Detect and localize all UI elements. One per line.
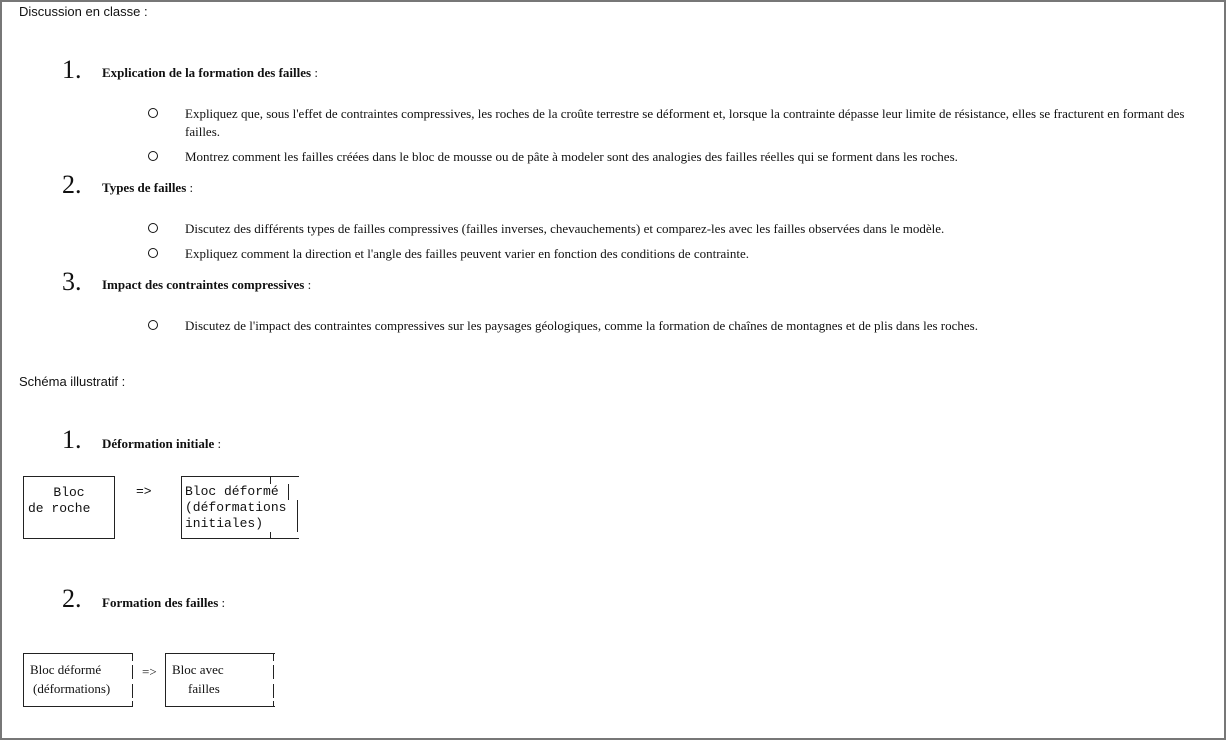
box-line: initiales): [185, 516, 264, 531]
list-heading: [102, 277, 311, 293]
heading-text: Types de failles: [102, 180, 187, 195]
heading-suffix: :: [214, 436, 222, 451]
heading-text: Formation des failles: [102, 595, 219, 610]
list-number: 1.: [62, 425, 82, 454]
box-edge: [270, 476, 271, 484]
list-heading: [102, 595, 225, 611]
circle-bullet-icon: [148, 223, 158, 233]
circle-bullet-icon: [148, 320, 158, 330]
box-edge: [132, 653, 133, 661]
list-number: 1.: [62, 55, 82, 84]
list-heading: [102, 65, 318, 81]
bullet-text: Expliquez que, sous l'effet de contraintes compressives, les roches de la croûte terrestre se déforment et, lorsque la contrainte dépasse leur limite de résistance, elles se fracturent en formant des failles.: [185, 106, 1185, 139]
list-number: 3.: [62, 267, 82, 296]
box-edge: [132, 665, 133, 679]
box-edge: [273, 701, 274, 707]
box-text: [30, 660, 110, 698]
heading-suffix: :: [311, 65, 318, 80]
box-line: Bloc avec: [172, 662, 224, 677]
heading-text: Explication de la formation des failles: [102, 65, 312, 80]
box-edge: [273, 684, 274, 698]
bullet-text: Discutez de l'impact des contraintes compressives sur les paysages géologiques, comme la formation de chaînes de montagnes et de plis dans les roches.: [185, 318, 978, 333]
box-line: Bloc: [53, 485, 85, 500]
diagram-box-deformed-2: [23, 653, 133, 707]
diagram-arrow: =>: [142, 664, 157, 679]
box-line: Bloc déformé: [30, 662, 102, 677]
box-edge: [273, 665, 274, 679]
heading-suffix: :: [186, 180, 194, 195]
box-edge: [132, 701, 133, 707]
bullet-text: Montrez comment les failles créées dans le bloc de mousse ou de pâte à modeler sont des analogies des failles réelles qui se forment dans les roches.: [185, 149, 958, 164]
box-line: Bloc déformé: [185, 484, 279, 499]
circle-bullet-icon: [148, 248, 158, 258]
box-edge: [273, 653, 274, 661]
diagram-box-deformed: [181, 476, 299, 539]
discussion-title: Discussion en classe :: [19, 4, 148, 19]
bullet-text: Discutez des différents types de failles compressives (failles inverses, chevauchements) et comparez-les avec les failles observées dans le modèle.: [185, 221, 945, 236]
list-number: 2.: [62, 584, 82, 613]
heading-text: Impact des contraintes compressives: [102, 277, 305, 292]
circle-bullet-icon: [148, 151, 158, 161]
box-edge: [270, 532, 271, 539]
box-text: [185, 484, 286, 532]
box-text: [172, 660, 224, 698]
circle-bullet-icon: [148, 108, 158, 118]
heading-suffix: :: [304, 277, 312, 292]
box-line: (déformations): [33, 681, 111, 696]
box-line: (déformations: [185, 500, 287, 515]
diagram-box-faults: [165, 653, 275, 707]
diagram-arrow: =>: [136, 484, 152, 499]
bullet-text: Expliquez comment la direction et l'angle des failles peuvent varier en fonction des conditions de contrainte.: [185, 246, 750, 261]
heading-suffix: :: [218, 595, 226, 610]
box-edge: [297, 500, 298, 532]
list-number: 2.: [62, 170, 82, 199]
box-edge: [288, 484, 289, 500]
box-line: failles: [188, 681, 220, 696]
box-line: de roche: [28, 501, 91, 516]
list-heading: [102, 180, 193, 196]
diagram-box-rock: [23, 476, 115, 539]
schema-title: Schéma illustratif :: [19, 374, 126, 389]
box-edge: [132, 684, 133, 698]
heading-text: Déformation initiale: [102, 436, 215, 451]
list-heading: [102, 436, 221, 452]
